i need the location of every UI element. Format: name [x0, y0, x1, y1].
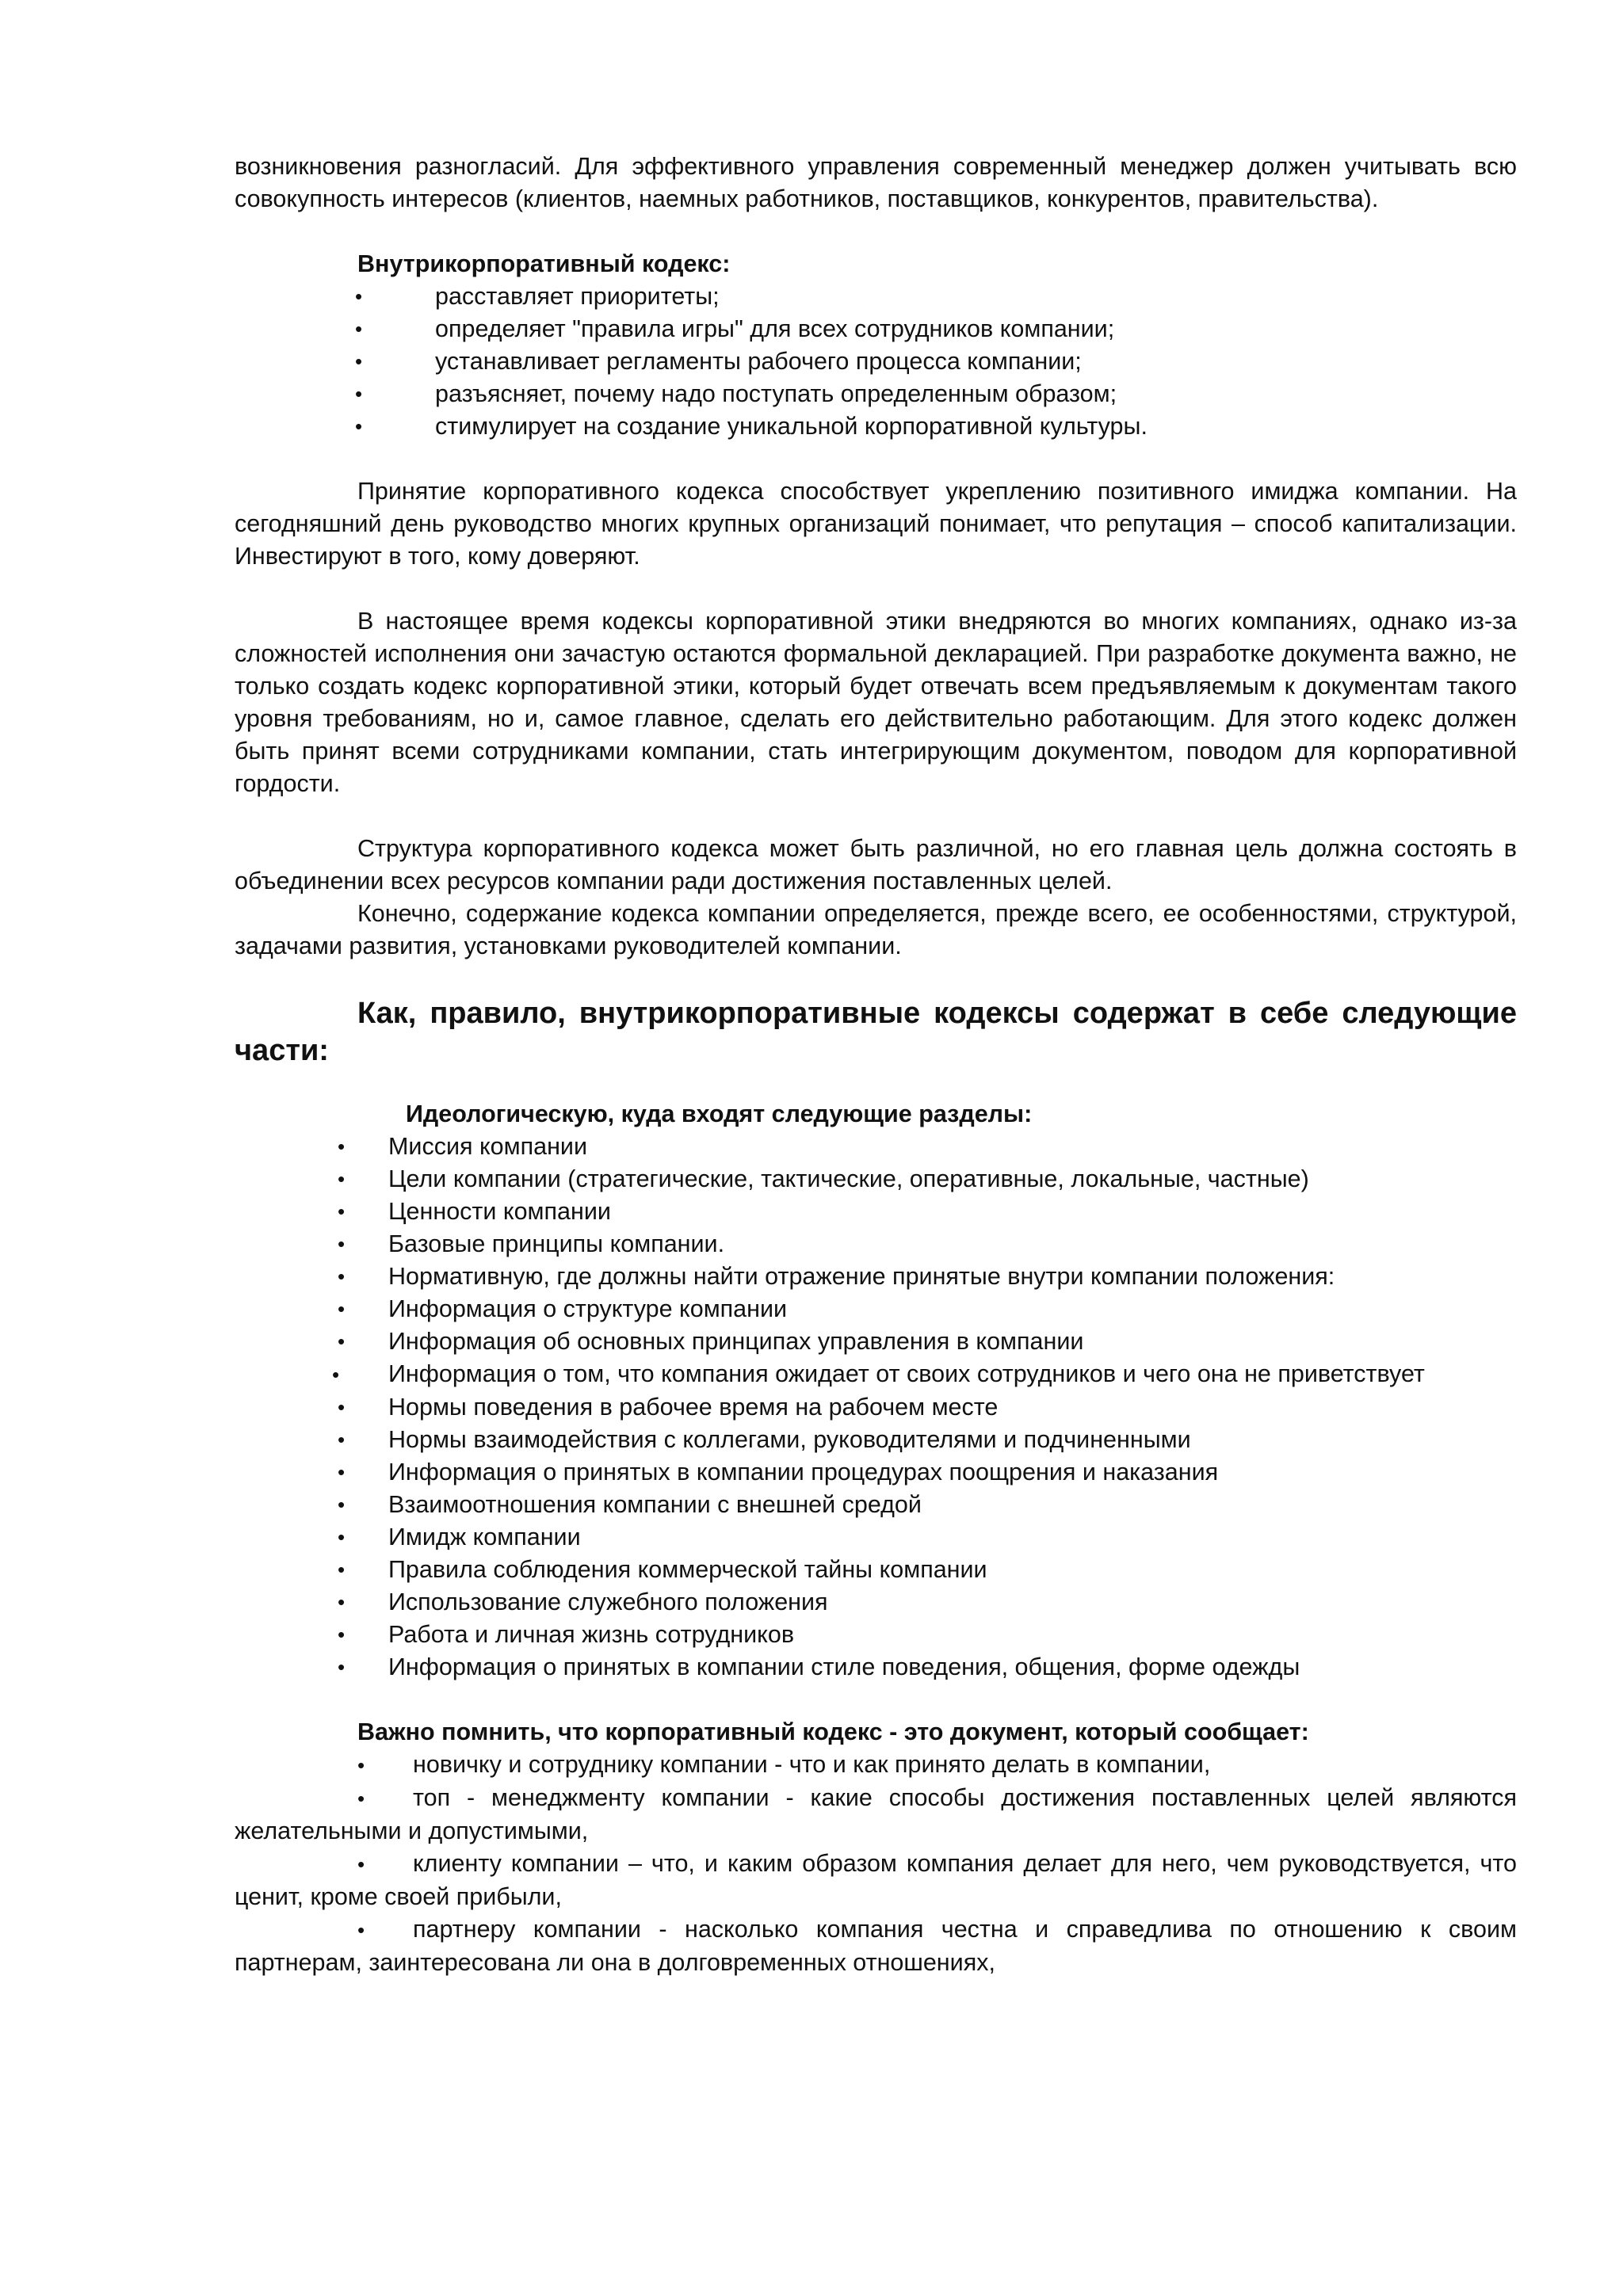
bullet-icon: •: [355, 317, 363, 341]
list-item: • разъясняет, почему надо поступать определенным образом;: [235, 378, 1517, 410]
bullet-icon: •: [355, 284, 363, 308]
list-item: • Нормы взаимодействия с коллегами, руководителями и подчиненными: [235, 1424, 1517, 1456]
code-section: [235, 248, 1517, 443]
document-page: [235, 151, 1517, 1979]
ideology-subheading: Идеологическую, куда входят следующие разделы:: [406, 1100, 1033, 1127]
bullet-icon: •: [338, 1395, 346, 1419]
intro-paragraph: возникновения разногласий. Для эффективного управления современный менеджер должен учитывать всю совокупность интересов (клиентов, наемных работников, поставщиков, конкурентов, правительства).: [235, 153, 1517, 212]
bullet-icon: •: [338, 1623, 346, 1646]
bullet-icon: •: [338, 1264, 346, 1288]
list-item: • стимулирует на создание уникальной корпоративной культуры.: [235, 410, 1517, 443]
bullet-icon: •: [338, 1199, 346, 1223]
bullet-icon: •: [338, 1590, 346, 1614]
content-paragraph: Конечно, содержание кодекса компании определяется, прежде всего, ее особенностями, структурой, задачами развития, установками руководителей компании.: [235, 900, 1517, 959]
list-item: • Миссия компании: [235, 1131, 1517, 1163]
reputation-paragraph: Принятие корпоративного кодекса способствует укреплению позитивного имиджа компании. На сегодняшний день руководство многих крупных организаций понимает, что репутация – способ капитализации. Инвестируют в того, кому доверяют.: [235, 478, 1517, 570]
bullet-icon: •: [338, 1525, 346, 1549]
bullet-icon: •: [338, 1558, 346, 1581]
list-item: • Цели компании (стратегические, тактические, оперативные, локальные, частные): [235, 1163, 1517, 1196]
list-item: • Имидж компании: [235, 1521, 1517, 1554]
code-list: [235, 280, 1517, 443]
list-item: • Информация об основных принципах управления в компании: [235, 1325, 1517, 1358]
bullet-icon: •: [338, 1329, 346, 1353]
list-item: • Информация о том, что компания ожидает от своих сотрудников и чего она не приветствует: [235, 1358, 1517, 1391]
bullet-icon: •: [355, 414, 363, 438]
remember-section: [235, 1716, 1517, 1979]
list-item: • Работа и личная жизнь сотрудников: [235, 1619, 1517, 1651]
bullet-icon: •: [338, 1655, 346, 1679]
list-item: • клиенту компании – что, и каким образом компания делает для него, чем руководствуется, что ценит, кроме своей прибыли,: [235, 1850, 1517, 1910]
list-item: • топ - менеджменту компании - какие способы достижения поставленных целей являются желательными и допустимыми,: [235, 1784, 1517, 1844]
code-heading: Внутрикорпоративный кодекс:: [357, 250, 731, 277]
list-item: • Информация о принятых в компании стиле поведения, общения, форме одежды: [235, 1651, 1517, 1684]
list-item: • новичку и сотруднику компании - что и как принято делать в компании,: [357, 1751, 1211, 1778]
list-item: • Информация о принятых в компании процедурах поощрения и наказания: [235, 1456, 1517, 1489]
list-item: • Правила соблюдения коммерческой тайны компании: [235, 1554, 1517, 1586]
list-item: • Взаимоотношения компании с внешней средой: [235, 1489, 1517, 1521]
list-item: • Информация о структуре компании: [235, 1293, 1517, 1325]
parts-section: [235, 1098, 1517, 1684]
remember-list: [235, 1749, 1517, 1979]
ethics-paragraph: В настоящее время кодексы корпоративной этики внедряются во многих компаниях, однако из-за сложностей исполнения они зачастую остаются формальной декларацией. При разработке документа важно, не только создать кодекс корпоративной этики, который будет отвечать всем предъявляемым к документам такого уровня требованиям, но и, самое главное, сделать его действительно работающим. Для этого кодекс должен быть принят всеми сотрудниками компании, стать интегрирующим документом, поводом для корпоративной гордости.: [235, 608, 1517, 797]
bullet-icon: •: [338, 1167, 346, 1191]
list-item: • расставляет приоритеты;: [235, 280, 1517, 313]
list-item: • Нормативную, где должны найти отражение принятые внутри компании положения:: [235, 1261, 1517, 1293]
bullet-icon: •: [338, 1428, 346, 1451]
bullet-icon: •: [338, 1135, 346, 1158]
bullet-icon: •: [332, 1363, 340, 1386]
list-item: • определяет "правила игры" для всех сотрудников компании;: [235, 313, 1517, 345]
list-item: • Нормы поведения в рабочее время на рабочем месте: [235, 1391, 1517, 1424]
list-item: • устанавливает регламенты рабочего процесса компании;: [235, 345, 1517, 378]
list-item: • партнеру компании - насколько компания честна и справедлива по отношению к своим партнерам, заинтересована ли она в долговременных отношениях,: [235, 1916, 1517, 1976]
bullet-icon: •: [355, 349, 363, 373]
bullet-icon: •: [338, 1297, 346, 1321]
bullet-icon: •: [338, 1493, 346, 1516]
list-item: • Ценности компании: [235, 1196, 1517, 1228]
list-item: • Использование служебного положения: [235, 1586, 1517, 1619]
remember-heading: Важно помнить, что корпоративный кодекс - это документ, который сообщает:: [357, 1718, 1309, 1745]
bullet-icon: •: [355, 382, 363, 406]
structure-paragraph: Структура корпоративного кодекса может быть различной, но его главная цель должна состоять в объединении всех ресурсов компании ради достижения поставленных целей.: [235, 835, 1517, 894]
list-item: • Базовые принципы компании.: [235, 1228, 1517, 1261]
parts-list: [235, 1131, 1517, 1684]
bullet-icon: •: [338, 1232, 346, 1256]
bullet-icon: •: [338, 1460, 346, 1484]
parts-heading: Как, правило, внутрикорпоративные кодексы содержат в себе следующие части:: [235, 997, 1517, 1067]
